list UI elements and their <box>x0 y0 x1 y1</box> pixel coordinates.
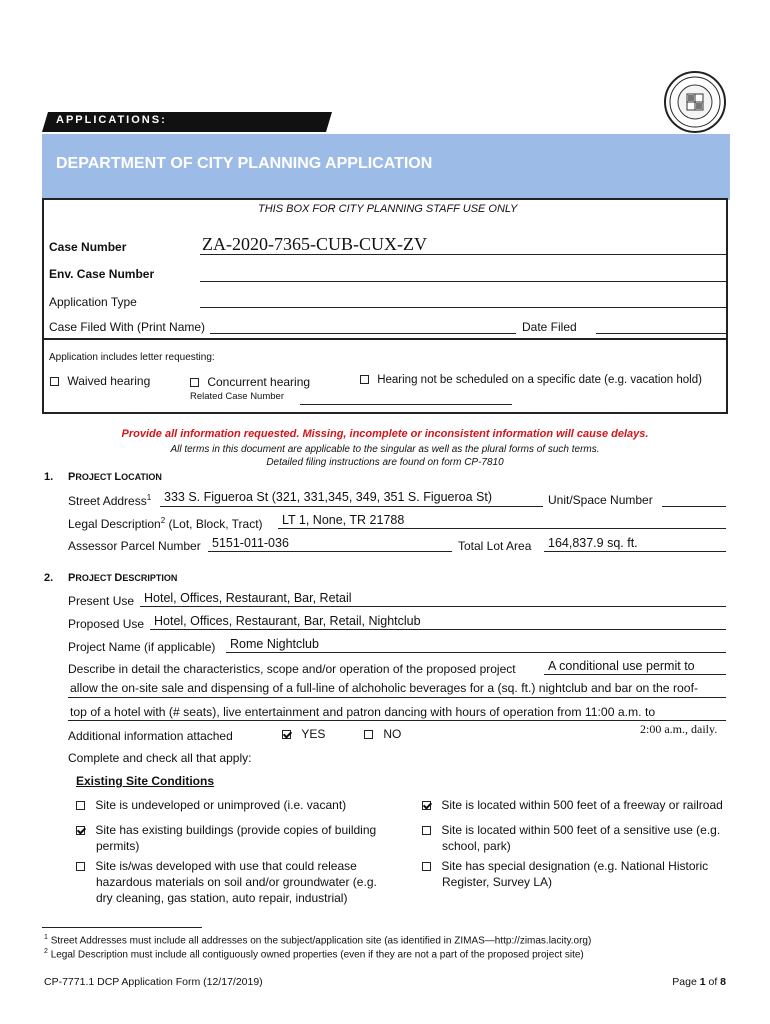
present-use-field[interactable] <box>140 606 726 607</box>
not-scheduled-label: Hearing not be scheduled on a specific date (e.g. vacation hold) <box>377 374 702 386</box>
cond-special-label1: Site has special designation (e.g. National Historic <box>441 859 709 873</box>
cond-buildings-label2: permits) <box>96 839 140 853</box>
cond-sensitive[interactable] <box>422 822 720 854</box>
street-address-value: 333 S. Figueroa St (321, 331,345, 349, 351 S. Figueroa St) <box>164 490 492 504</box>
cond-undeveloped-checkbox[interactable] <box>76 801 85 810</box>
cond-undeveloped[interactable] <box>76 798 346 812</box>
case-number-label: Case Number <box>49 240 127 254</box>
cond-undeveloped-label: Site is undeveloped or unimproved (i.e. vacant) <box>95 798 347 812</box>
present-use-label: Present Use <box>68 594 135 608</box>
not-scheduled-option[interactable] <box>360 374 702 386</box>
not-scheduled-checkbox[interactable] <box>360 375 369 384</box>
application-type-label: Application Type <box>49 295 137 309</box>
cond-hazard-label2: hazardous materials on soil and/or groundwater (e.g. <box>96 875 377 889</box>
case-number-value: ZA-2020-7365-CUB-CUX-ZV <box>202 234 427 254</box>
describe-label: Describe in detail the characteristics, scope and/or operation of the proposed project <box>68 662 516 676</box>
application-type-field[interactable] <box>200 307 726 308</box>
lot-area-label: Total Lot Area <box>458 539 532 553</box>
describe-field-line3[interactable] <box>68 720 726 721</box>
unit-number-field[interactable] <box>662 506 726 507</box>
env-case-number-label: Env. Case Number <box>49 267 155 281</box>
instructions-notice: Detailed filing instructions are found on form CP-7810 <box>266 457 504 468</box>
cond-buildings[interactable] <box>76 822 376 854</box>
apn-label: Assessor Parcel Number <box>68 539 201 553</box>
date-filed-field[interactable] <box>596 333 726 334</box>
additional-yes-checkbox[interactable] <box>282 730 291 739</box>
cond-buildings-label1: Site has existing buildings (provide copies of building <box>95 823 377 837</box>
project-name-field[interactable] <box>226 652 726 653</box>
applications-banner-label: APPLICATIONS: <box>56 114 167 126</box>
cond-sensitive-checkbox[interactable] <box>422 826 431 835</box>
waived-hearing-option[interactable] <box>50 374 150 388</box>
proposed-use-label: Proposed Use <box>68 617 145 631</box>
existing-site-heading: Existing Site Conditions <box>76 774 215 788</box>
letter-request-intro: Application includes letter requesting: <box>49 352 215 363</box>
section1-heading: PROJECT LOCATION <box>68 471 162 483</box>
cond-special-checkbox[interactable] <box>422 862 431 871</box>
describe-field-line2[interactable] <box>68 697 726 698</box>
filed-with-label: Case Filed With (Print Name) <box>49 320 206 334</box>
footnote-2: $^2$ Legal Description must include all contiguously owned properties (even if they are not a part of the proposed project site) <box>44 948 584 961</box>
cond-special[interactable] <box>422 858 708 890</box>
cond-hazard-label1: Site is/was developed with use that could release <box>95 859 357 873</box>
describe-value-line1: A conditional use permit to <box>548 659 695 673</box>
cond-hazard-checkbox[interactable] <box>76 862 85 871</box>
cond-sensitive-label1: Site is located within 500 feet of a sensitive use (e.g. <box>441 823 721 837</box>
present-use-value: Hotel, Offices, Restaurant, Bar, Retail <box>144 591 352 605</box>
footnote-divider <box>42 927 202 928</box>
related-case-field[interactable] <box>300 404 512 405</box>
cond-buildings-checkbox[interactable] <box>76 826 85 835</box>
additional-no-label: NO <box>383 727 402 741</box>
street-address-field[interactable] <box>160 506 543 507</box>
date-filed-label: Date Filed <box>522 320 577 334</box>
project-name-value: Rome Nightclub <box>230 637 319 651</box>
lot-area-field[interactable] <box>544 551 726 552</box>
staff-box-heading: THIS BOX FOR CITY PLANNING STAFF USE ONLY <box>258 203 518 215</box>
cond-freeway-checkbox[interactable] <box>422 801 431 810</box>
street-address-label: Street Address$^1$ <box>68 493 152 508</box>
concurrent-hearing-checkbox[interactable] <box>190 378 199 387</box>
additional-no-checkbox[interactable] <box>364 730 373 739</box>
unit-number-label: Unit/Space Number <box>548 493 653 507</box>
concurrent-hearing-option[interactable] <box>190 375 310 389</box>
additional-info-label: Additional information attached <box>68 729 233 743</box>
waived-hearing-label: Waived hearing <box>67 374 151 388</box>
legal-description-label: Legal Description$^2$ (Lot, Block, Tract) <box>68 516 263 531</box>
proposed-use-value: Hotel, Offices, Restaurant, Bar, Retail, Nightclub <box>154 614 421 628</box>
section2-number: 2. <box>44 572 54 584</box>
terms-notice: All terms in this document are applicable to the singular as well as the plural forms of such terms. <box>170 444 600 455</box>
cond-hazard[interactable] <box>76 858 377 906</box>
cond-special-label2: Register, Survey LA) <box>442 875 553 889</box>
lot-area-value: 164,837.9 sq. ft. <box>548 536 638 550</box>
section1-number: 1. <box>44 471 54 483</box>
related-case-label: Related Case Number <box>190 391 284 402</box>
legal-description-value: LT 1, None, TR 21788 <box>282 513 405 527</box>
additional-yes-label: YES <box>301 727 326 741</box>
cond-hazard-label3: dry cleaning, gas station, auto repair, industrial) <box>96 891 348 905</box>
cond-freeway[interactable] <box>422 798 723 812</box>
env-case-number-field[interactable] <box>200 281 726 282</box>
filed-with-field[interactable] <box>210 333 516 334</box>
describe-value-line3: top of a hotel with (# seats), live entertainment and patron dancing with hours of operation from 11:00 a.m. to <box>70 705 656 719</box>
apn-value: 5151-011-036 <box>212 536 289 550</box>
page-number: Page 1 of 8 <box>672 976 726 988</box>
proposed-use-field[interactable] <box>150 629 726 630</box>
complete-instruction: Complete and check all that apply: <box>68 751 252 765</box>
additional-no-option[interactable] <box>364 727 401 741</box>
page-title: DEPARTMENT OF CITY PLANNING APPLICATION <box>56 155 433 172</box>
waived-hearing-checkbox[interactable] <box>50 377 59 386</box>
form-id: CP-7771.1 DCP Application Form (12/17/2019) <box>44 976 263 988</box>
footnote-1: $^1$ Street Addresses must include all addresses on the subject/application site (as identified in ZIMAS—http://zimas.lacity.org) <box>44 934 592 947</box>
section2-heading: PROJECT DESCRIPTION <box>68 572 178 584</box>
additional-yes-option[interactable] <box>282 727 325 741</box>
project-name-label: Project Name (if applicable) <box>68 640 216 654</box>
city-seal <box>664 71 726 133</box>
required-info-notice: Provide all information requested. Missing, incomplete or inconsistent information will cause delays. <box>121 428 649 440</box>
cond-sensitive-label2: school, park) <box>442 839 511 853</box>
legal-description-field[interactable] <box>278 528 726 529</box>
describe-value-line4: 2:00 a.m., daily. <box>640 722 718 736</box>
apn-field[interactable] <box>208 551 452 552</box>
concurrent-hearing-label: Concurrent hearing <box>207 375 311 389</box>
describe-field-line1[interactable] <box>544 674 726 675</box>
cond-freeway-label: Site is located within 500 feet of a freeway or railroad <box>441 798 723 812</box>
describe-value-line2: allow the on-site sale and dispensing of a full-line of alchoholic beverages for a (sq. ft.) nightclub and bar on the roof- <box>70 681 699 695</box>
case-number-field[interactable] <box>200 254 726 255</box>
